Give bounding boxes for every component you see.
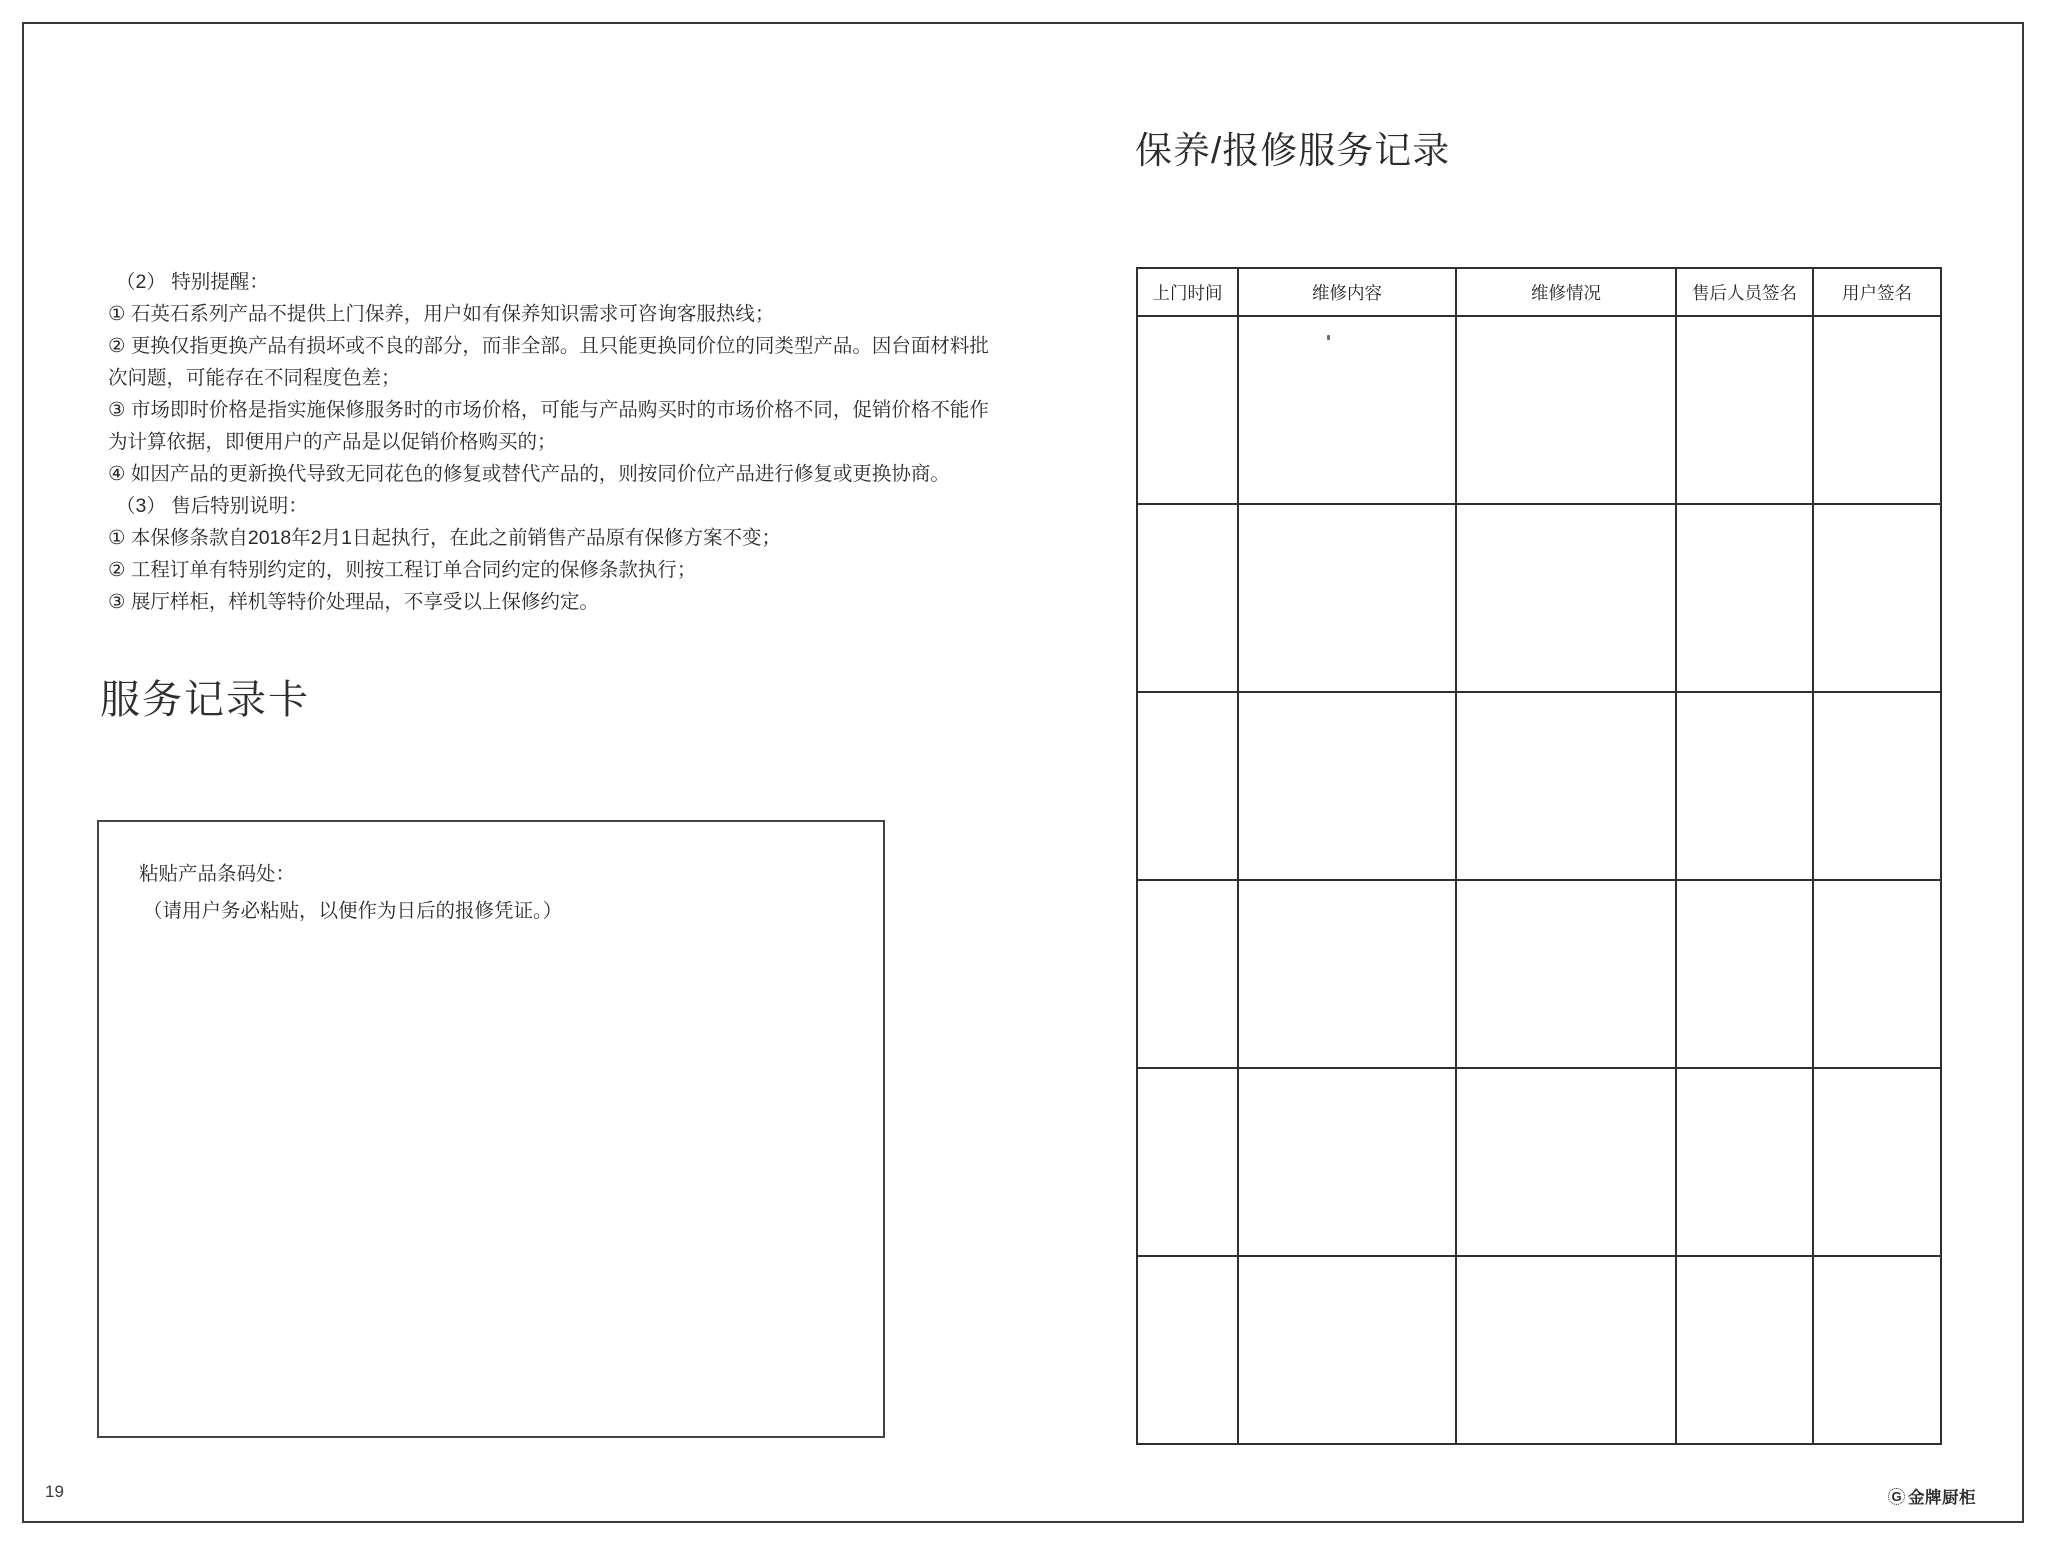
table-header-row (1137, 268, 1941, 316)
page-number: 19 (45, 1482, 64, 1501)
table-row (1137, 1068, 1941, 1256)
brand-g-icon: G (1888, 1488, 1905, 1505)
notice-line: ① 本保修条款自2018年2月1日起执行，在此之前销售产品原有保修方案不变； (108, 527, 781, 549)
empty-cell (1238, 504, 1456, 692)
notice-line: ④ 如因产品的更新换代导致无同花色的修复或替代产品的，则按同价位产品进行修复或更换协商。 (108, 463, 950, 485)
notice-line: （2） 特别提醒： (116, 271, 269, 293)
empty-cell (1137, 316, 1238, 504)
notice-line: ② 工程订单有特别约定的，则按工程订单合同约定的保修条款执行； (108, 559, 697, 581)
empty-cell (1456, 880, 1676, 1068)
empty-cell (1676, 692, 1813, 880)
empty-cell (1813, 1256, 1941, 1444)
maintenance-record-title: 保养/报修服务记录 (1135, 130, 1451, 171)
table-row (1137, 692, 1941, 880)
empty-cell (1676, 1068, 1813, 1256)
empty-cell (1813, 316, 1941, 504)
stray-scan-mark (1327, 335, 1330, 340)
empty-cell (1813, 692, 1941, 880)
service-record-card-title: 服务记录卡 (100, 678, 310, 722)
empty-cell (1456, 316, 1676, 504)
empty-cell (1676, 1256, 1813, 1444)
service-record-table (1136, 267, 1942, 1445)
empty-cell (1137, 1068, 1238, 1256)
empty-cell (1137, 880, 1238, 1068)
empty-cell (1676, 880, 1813, 1068)
empty-cell (1238, 880, 1456, 1068)
empty-cell (1137, 504, 1238, 692)
empty-cell (1813, 1068, 1941, 1256)
empty-cell (1238, 1068, 1456, 1256)
header-user-signature: 用户签名 (1813, 268, 1941, 316)
table-row (1137, 316, 1941, 504)
notice-line: ② 更换仅指更换产品有损坏或不良的部分，而非全部。且只能更换同价位的同类型产品。因台面材料批 (108, 335, 989, 357)
empty-cell (1137, 692, 1238, 880)
notice-line: ③ 展厅样柜，样机等特价处理品，不享受以上保修约定。 (108, 591, 599, 613)
brand-logo (1888, 1484, 1976, 1508)
brand-name: 金牌厨柜 (1908, 1489, 1976, 1507)
empty-cell (1238, 316, 1456, 504)
empty-cell (1676, 316, 1813, 504)
header-repair-status: 维修情况 (1456, 268, 1676, 316)
empty-cell (1456, 1256, 1676, 1444)
table-row (1137, 1256, 1941, 1444)
empty-cell (1137, 1256, 1238, 1444)
empty-cell (1456, 504, 1676, 692)
notice-line: 为计算依据，即便用户的产品是以促销价格购买的； (108, 431, 557, 453)
barcode-paste-box (97, 820, 885, 1438)
empty-cell (1813, 880, 1941, 1068)
empty-cell (1238, 692, 1456, 880)
table-row (1137, 504, 1941, 692)
notice-line: ③ 市场即时价格是指实施保修服务时的市场价格，可能与产品购买时的市场价格不同，促销价格不能作 (108, 399, 989, 421)
notice-line: ① 石英石系列产品不提供上门保养，用户如有保养知识需求可咨询客服热线； (108, 303, 775, 325)
empty-cell (1238, 1256, 1456, 1444)
empty-cell (1676, 504, 1813, 692)
header-visit-time: 上门时间 (1137, 268, 1238, 316)
notice-line: 次问题，可能存在不同程度色差； (108, 367, 401, 389)
barcode-box-label: 粘贴产品条码处： (139, 863, 296, 885)
header-staff-signature: 售后人员签名 (1676, 268, 1813, 316)
empty-cell (1813, 504, 1941, 692)
table-row (1137, 880, 1941, 1068)
barcode-box-note: （请用户务必粘贴，以便作为日后的报修凭证。） (143, 900, 563, 922)
empty-cell (1456, 692, 1676, 880)
notice-line: （3） 售后特别说明： (116, 495, 308, 517)
warranty-notice-block (108, 266, 988, 618)
header-repair-content: 维修内容 (1238, 268, 1456, 316)
empty-cell (1456, 1068, 1676, 1256)
